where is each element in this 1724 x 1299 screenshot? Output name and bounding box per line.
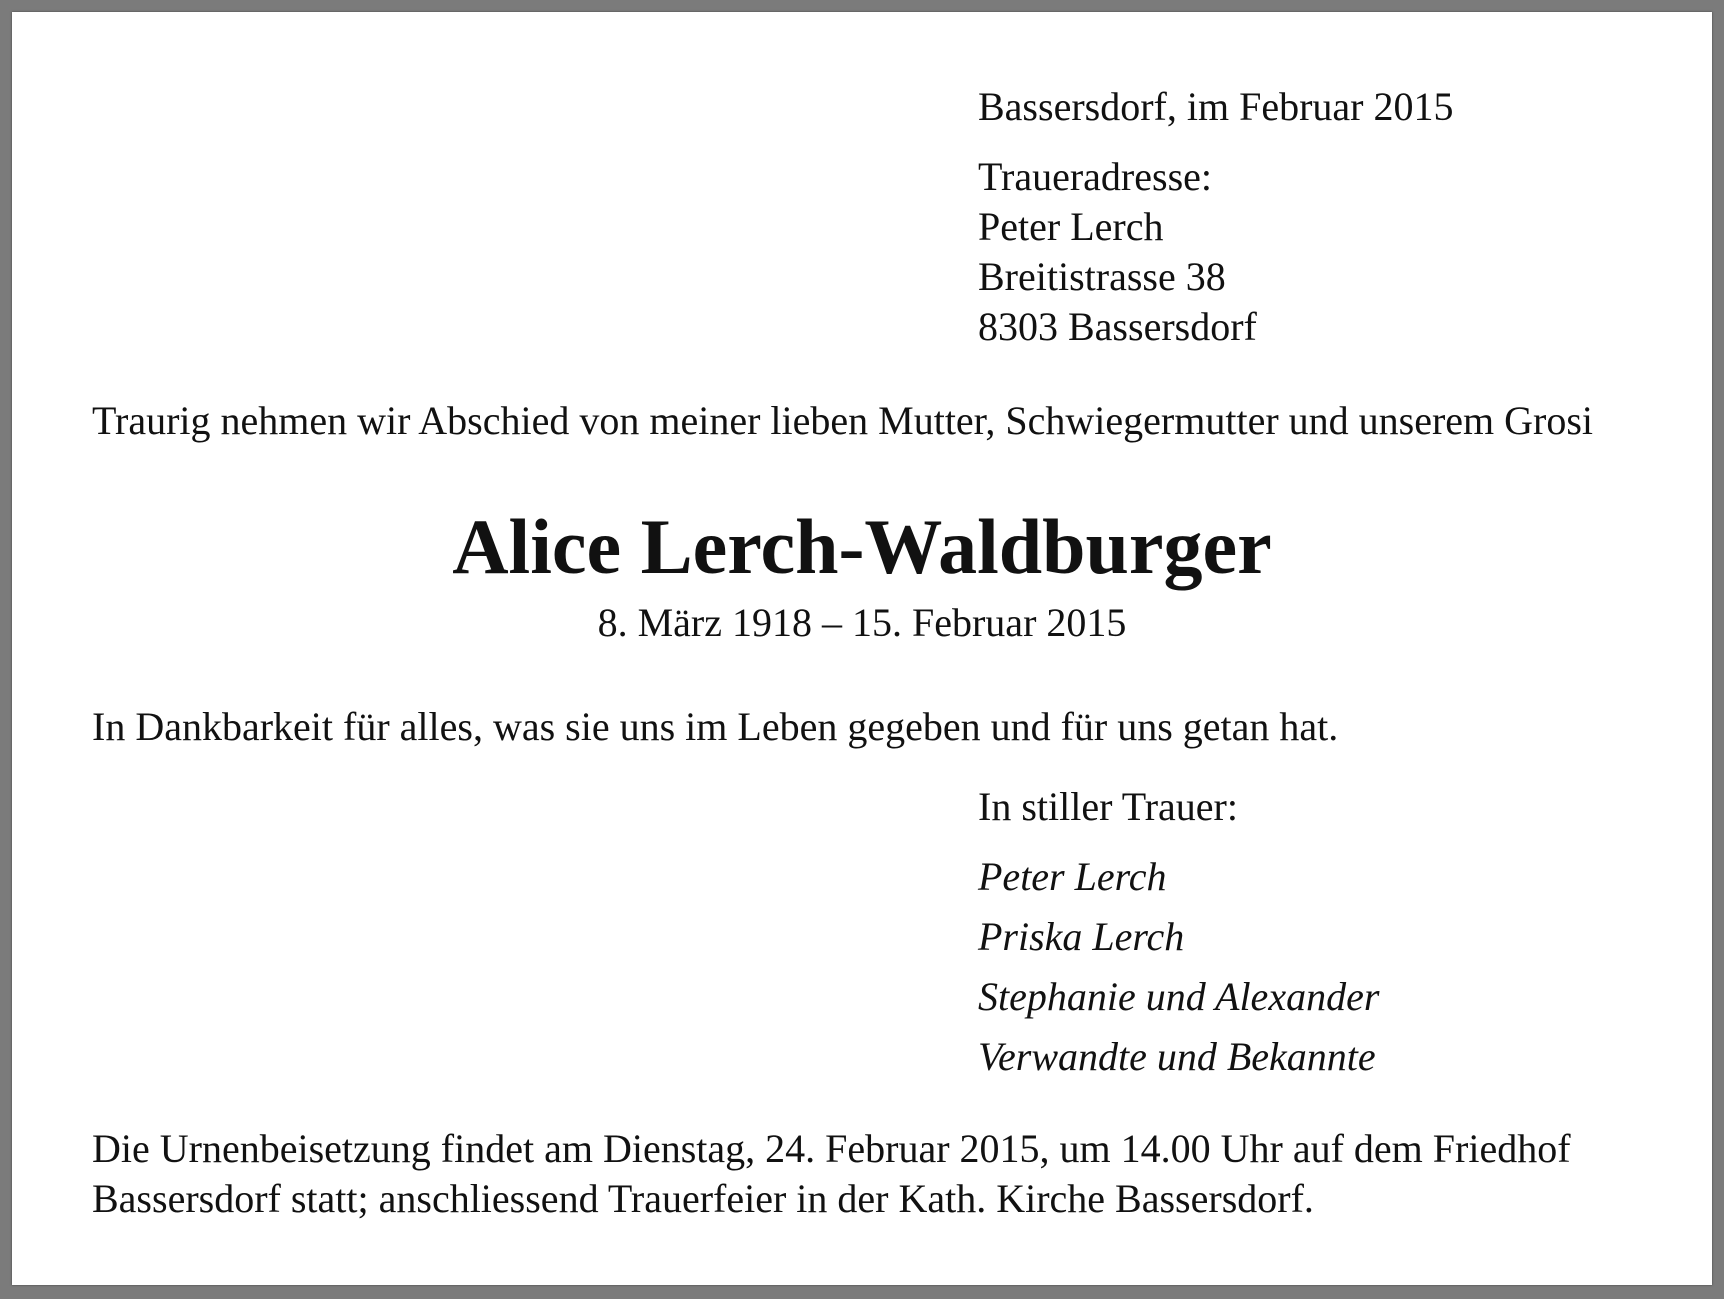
address-line: Breitistrasse 38 (978, 254, 1226, 299)
mourner-name: Priska Lerch (978, 914, 1185, 959)
address-label: Traueradresse: (978, 154, 1213, 199)
mourner-name: Peter Lerch (978, 854, 1167, 899)
gratitude-text: In Dankbarkeit für alles, was sie uns im Leben gegeben und für uns getan hat. (92, 704, 1339, 749)
ceremony-line: Bassersdorf statt; anschliessend Trauerfeier in der Kath. Kirche Bassersdorf. (92, 1176, 1314, 1221)
mourner-name: Verwandte und Bekannte (978, 1034, 1376, 1079)
mourners-label: In stiller Trauer: (978, 784, 1238, 829)
deceased-name: Alice Lerch-Waldburger (452, 503, 1272, 590)
obituary-notice (12, 12, 1712, 1285)
intro-text: Traurig nehmen wir Abschied von meiner lieben Mutter, Schwiegermutter und unserem Grosi (92, 398, 1594, 443)
ceremony-line: Die Urnenbeisetzung findet am Dienstag, 24. Februar 2015, um 14.00 Uhr auf dem Friedhof (92, 1126, 1571, 1171)
mourner-name: Stephanie und Alexander (978, 974, 1380, 1019)
address-line: 8303 Bassersdorf (978, 304, 1257, 349)
address-line: Peter Lerch (978, 204, 1164, 249)
place-date: Bassersdorf, im Februar 2015 (978, 84, 1454, 129)
life-dates: 8. März 1918 – 15. Februar 2015 (597, 600, 1127, 645)
